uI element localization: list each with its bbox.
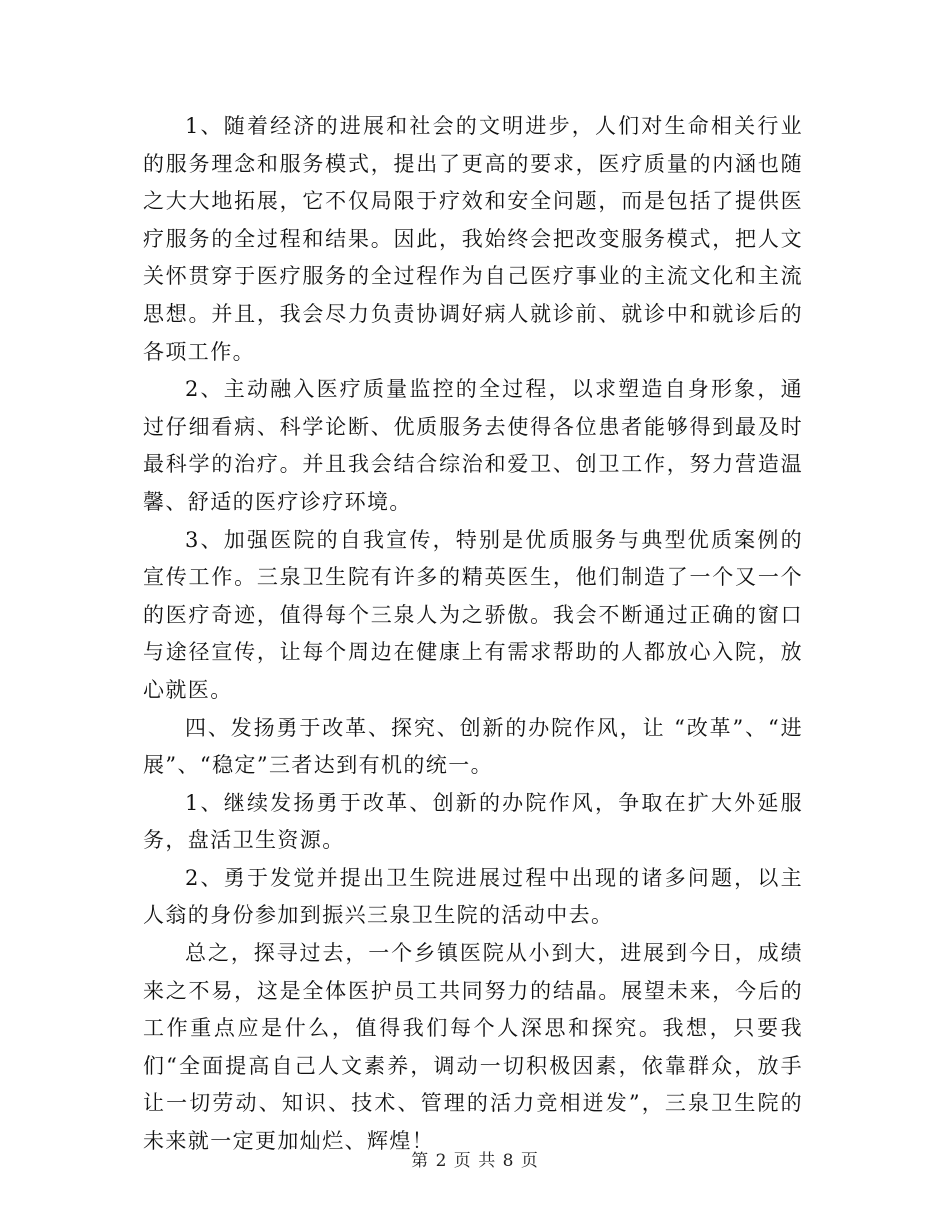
paragraph-4: 1、继续发扬勇于改革、创新的办院作风，争取在扩大外延服务，盘活卫生资源。: [143, 790, 803, 853]
document-body: [143, 108, 803, 1161]
paragraph-1: 1、随着经济的进展和社会的文明进步，人们对生命相关行业的服务理念和服务模式，提出了更高的要求，医疗质量的内涵也随之大大地拓展，它不仅局限于疗效和安全问题，而是包括了提供医疗服务的全过程和结果。因此，我始终会把改变服务模式，把人文关怀贯穿于医疗服务的全过程作为自己医疗事业的主流文化和主流思想。并且，我会尽力负责协调好病人就诊前、就诊中和就诊后的各项工作。: [143, 114, 803, 364]
paragraph-3: 3、加强医院的自我宣传，特别是优质服务与典型优质案例的宣传工作。三泉卫生院有许多的精英医生，他们制造了一个又一个的医疗奇迹，值得每个三泉人为之骄傲。我会不断通过正确的窗口与途径宣传，让每个周边在健康上有需求帮助的人都放心入院，放心就医。: [143, 527, 803, 702]
paragraph-5: 2、勇于发觉并提出卫生院进展过程中出现的诸多问题，以主人翁的身份参加到振兴三泉卫生院的活动中去。: [143, 865, 803, 928]
section-heading-4: 四、发扬勇于改革、探究、创新的办院作风，让 “改革”、“进展”、“稳定”三者达到有机的统一。: [143, 715, 803, 778]
paragraph-conclusion: 总之，探寻过去，一个乡镇医院从小到大，进展到今日，成绩来之不易，这是全体医护员工共同努力的结晶。展望未来，今后的工作重点应是什么，值得我们每个人深思和探究。我想，只要我们“全面提高自己人文素养，调动一切积极因素，依靠群众，放手让一切劳动、知识、技术、管理的活力竞相迸发”，三泉卫生院的未来就一定更加灿烂、辉煌！: [143, 941, 803, 1154]
page-number-footer: 第 2 页 共 8 页: [411, 1151, 539, 1171]
paragraph-2: 2、主动融入医疗质量监控的全过程，以求塑造自身形象，通过仔细看病、科学论断、优质服务去使得各位患者能够得到最及时最科学的治疗。并且我会结合综治和爱卫、创卫工作，努力营造温馨、舒适的医疗诊疗环境。: [143, 377, 803, 514]
